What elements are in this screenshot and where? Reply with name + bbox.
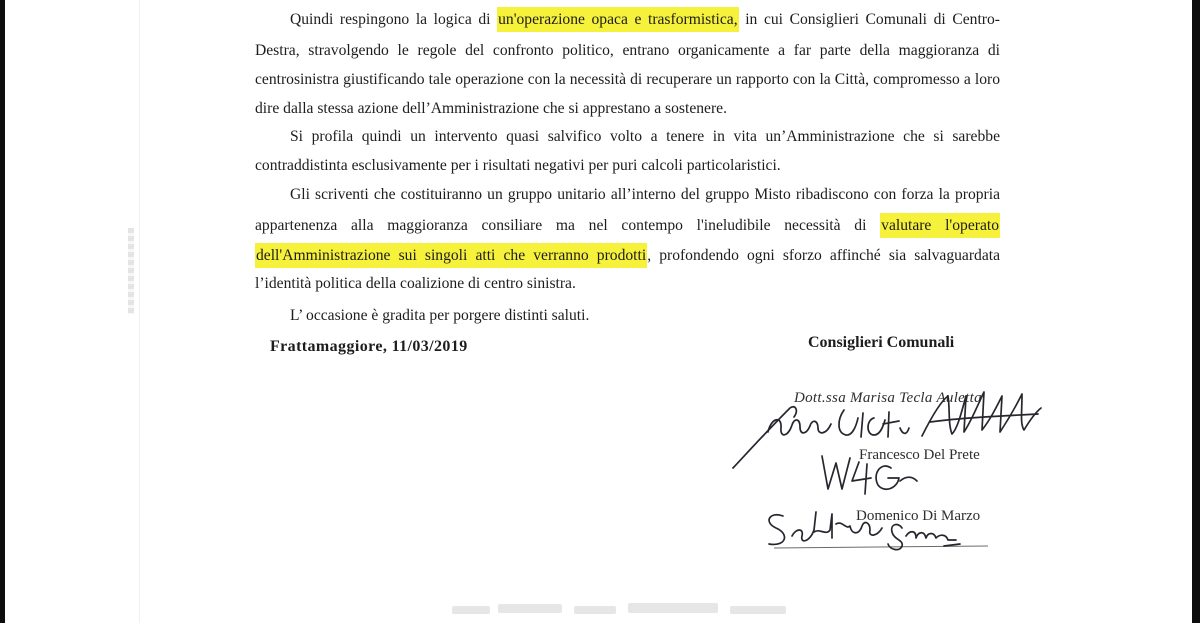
ghost-mark	[452, 606, 490, 614]
body-text: dire dalla stessa azione dell’Amministrazione che si apprestano a sostenere.	[255, 100, 727, 117]
body-line	[290, 185, 1000, 205]
body-line	[290, 10, 1000, 30]
ghost-mark	[498, 604, 562, 613]
paper-edge	[139, 0, 140, 623]
ghost-mark	[574, 606, 616, 614]
body-text: l’identità politica della coalizione di centro sinistra.	[255, 275, 576, 292]
body-text: Gli scriventi che costituiranno un gruppo unitario all’interno del gruppo Misto ribadiscono con forza la propria	[290, 186, 1000, 203]
ghost-mark	[628, 603, 718, 613]
body-line	[255, 99, 1000, 119]
left-black-border	[0, 0, 5, 623]
signatory-name-2: Francesco Del Prete	[859, 447, 980, 463]
body-text: Quindi respingono la logica di	[290, 11, 498, 28]
margin-stamp-mark	[128, 228, 134, 314]
signatories-heading: Consiglieri Comunali	[808, 334, 955, 351]
highlighted-text: valutare l'operato	[880, 213, 1000, 238]
body-text: Si profila quindi un intervento quasi salvifico volto a tenere in vita un’Amministrazione che si sarebbe	[290, 128, 1000, 145]
closing-line	[290, 306, 1000, 326]
body-text: appartenenza alla maggioranza consiliare ma nel contempo l'ineludibile necessità di	[255, 217, 881, 234]
right-black-border	[1192, 0, 1200, 623]
ghost-mark	[730, 606, 786, 614]
body-text: , profondendo ogni sforzo affinché sia salvaguardata	[647, 247, 1001, 264]
body-line	[255, 216, 1000, 236]
body-text: centrosinistra giustificando tale operazione con la necessità di recuperare un rapporto con la Città, compromesso a loro	[255, 71, 1000, 88]
place-and-date: Frattamaggiore, 11/03/2019	[270, 338, 468, 355]
body-text: Destra, stravolgendo le regole del confronto politico, entrano organicamente a far parte della maggioranza di	[255, 42, 1000, 59]
body-line	[255, 156, 1000, 176]
highlighted-text: dell'Amministrazione sui singoli atti che verranno prodotti	[255, 243, 647, 268]
body-line	[255, 274, 1000, 294]
signatory-name-1: Dott.ssa Marisa Tecla Auletta	[794, 390, 982, 406]
body-line	[255, 246, 1000, 266]
closing-text: L’ occasione è gradita per porgere distinti saluti.	[290, 307, 590, 324]
body-line	[255, 41, 1000, 61]
signatory-name-3: Domenico Di Marzo	[856, 508, 981, 524]
highlighted-text: un'operazione opaca e trasformistica,	[497, 7, 739, 32]
body-text: contraddistinta esclusivamente per i risultati negativi per puri calcoli particolaristici.	[255, 157, 781, 174]
body-text: in cui Consiglieri Comunali di Centro-	[738, 11, 1000, 28]
signature-line-3	[774, 546, 988, 548]
body-line	[255, 70, 1000, 90]
body-line	[290, 127, 1000, 147]
